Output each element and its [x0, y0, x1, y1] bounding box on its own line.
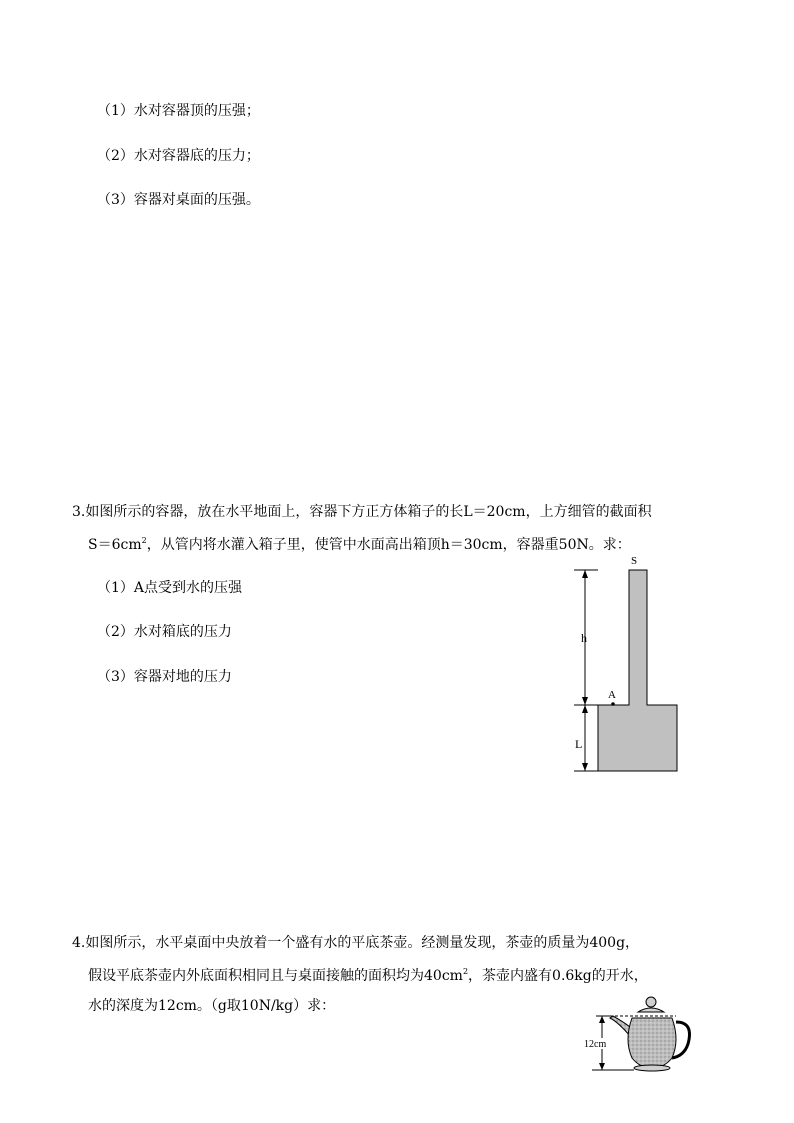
q4-stem-line-2: [88, 966, 648, 986]
q4-stem-line-1: 4.如图所示，水平桌面中央放着一个盛有水的平底茶壶。经测量发现，茶壶的质量为400g，: [72, 935, 640, 951]
q3-stem-line-2: [88, 535, 631, 555]
q3-sub-1: （1）A点受到水的压强: [97, 580, 243, 596]
teapot-body: [628, 1018, 676, 1068]
q4-area-superscript: 2: [462, 967, 469, 976]
q4-stem-line-3: 水的深度为12cm。（g取10N/kg）求：: [88, 998, 336, 1014]
depth-arrow-up: [599, 1016, 605, 1023]
q4-area-text: 假设平底茶壶内外底面积相同且与桌面接触的面积均为40cm: [88, 968, 463, 984]
q3-container-figure: [560, 548, 690, 778]
label-l: L: [575, 737, 583, 751]
label-a: A: [608, 689, 616, 701]
container-shape: [598, 570, 677, 771]
teapot-base: [634, 1065, 670, 1071]
point-a: [611, 702, 615, 706]
h-arrow-up: [582, 570, 588, 578]
q3-area-text: S＝6cm: [88, 537, 142, 553]
q3-stem-rest: ，从管内将水灌入箱子里，使管中水面高出箱顶h＝30cm，容器重50N。求：: [146, 537, 631, 553]
teapot-lid: [638, 1008, 664, 1012]
q3-sub-3: （3）容器对地的压力: [97, 669, 232, 685]
q3-stem-line-1: 3.如图所示的容器，放在水平地面上，容器下方正方体箱子的长L＝20cm，上方细管的截面积: [72, 504, 652, 520]
question-item-1: （1）水对容器顶的压强；: [97, 103, 260, 119]
l-arrow-up: [582, 705, 588, 713]
q4-stem-rest: ，茶壶内盛有0.6kg的开水，: [468, 968, 648, 984]
l-arrow-down: [582, 763, 588, 771]
depth-arrow-down: [599, 1063, 605, 1070]
depth-label: 12cm: [584, 1039, 607, 1050]
q3-sub-2: （2）水对箱底的压力: [97, 624, 232, 640]
label-h: h: [581, 631, 587, 645]
h-arrow-down: [582, 697, 588, 705]
question-item-3: （3）容器对桌面的压强。: [97, 192, 260, 208]
question-item-2: （2）水对容器底的压力；: [97, 148, 260, 164]
label-s: S: [631, 555, 638, 567]
q4-teapot-figure: [580, 992, 700, 1074]
teapot-knob: [646, 997, 656, 1007]
q3-area-superscript: 2: [141, 536, 147, 545]
